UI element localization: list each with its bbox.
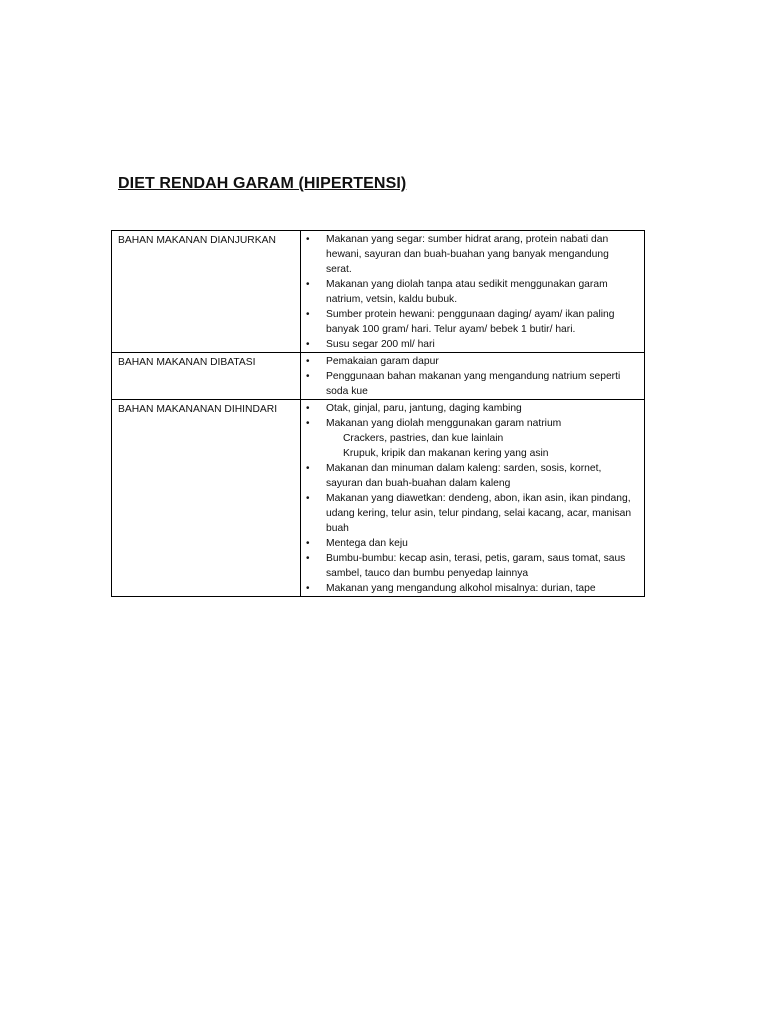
category-cell: BAHAN MAKANAN DIANJURKAN [112, 231, 301, 353]
bullet-icon: • [306, 553, 310, 564]
items-cell [301, 400, 645, 597]
item-list [301, 401, 636, 596]
diet-table [111, 230, 645, 597]
category-cell: BAHAN MAKANANAN DIHINDARI [112, 400, 301, 597]
bullet-icon: • [306, 234, 310, 245]
bullet-icon: • [306, 418, 310, 429]
sub-item-list [326, 431, 636, 461]
list-item [301, 277, 636, 307]
table-row [112, 400, 645, 597]
item-text: Pemakaian garam dapur [326, 356, 439, 367]
bullet-icon: • [306, 463, 310, 474]
list-item [301, 536, 636, 551]
item-text: Mentega dan keju [326, 538, 408, 549]
list-item [301, 307, 636, 337]
list-item [301, 416, 636, 461]
item-text: Makanan yang diolah menggunakan garam natrium [326, 418, 562, 429]
table-row [112, 231, 645, 353]
bullet-icon: • [306, 493, 310, 504]
table-body [112, 231, 645, 597]
list-item [301, 337, 636, 352]
item-text: Makanan yang segar: sumber hidrat arang, protein nabati dan hewani, sayuran dan buah-buahan yang banyak mengandung serat. [326, 234, 609, 275]
item-text: Sumber protein hewani: penggunaan daging/ ayam/ ikan paling banyak 100 gram/ hari. Telur ayam/ bebek 1 butir/ hari. [326, 309, 615, 335]
table-row [112, 353, 645, 400]
item-text: Bumbu-bumbu: kecap asin, terasi, petis, garam, saus tomat, saus sambel, tauco dan bumbu penyedap lainnya [326, 553, 626, 579]
bullet-icon: • [306, 339, 310, 350]
bullet-icon: • [306, 538, 310, 549]
sub-item: Krupuk, kripik dan makanan kering yang asin [343, 448, 549, 459]
item-list [301, 354, 636, 399]
page-title: DIET RENDAH GARAM (HIPERTENSI) [118, 175, 407, 192]
item-text: Otak, ginjal, paru, jantung, daging kambing [326, 403, 522, 414]
items-cell [301, 353, 645, 400]
bullet-icon: • [306, 371, 310, 382]
list-item [301, 232, 636, 277]
bullet-icon: • [306, 403, 310, 414]
item-text: Makanan yang diawetkan: dendeng, abon, ikan asin, ikan pindang, udang kering, telur asin, telur pindang, selai kacang, acar, manisan buah [326, 493, 632, 534]
item-text: Makanan yang diolah tanpa atau sedikit menggunakan garam natrium, vetsin, kaldu bubuk. [326, 279, 608, 305]
bullet-icon: • [306, 356, 310, 367]
item-list [301, 232, 636, 352]
category-cell: BAHAN MAKANAN DIBATASI [112, 353, 301, 400]
list-item [301, 369, 636, 399]
item-text: Makanan yang mengandung alkohol misalnya: durian, tape [326, 583, 596, 594]
list-item [301, 491, 636, 536]
list-item [301, 551, 636, 581]
item-text: Makanan dan minuman dalam kaleng: sarden, sosis, kornet, sayuran dan buah-buahan dalam kaleng [326, 463, 602, 489]
bullet-icon: • [306, 583, 310, 594]
list-item [301, 401, 636, 416]
list-item [301, 461, 636, 491]
bullet-icon: • [306, 309, 310, 320]
list-item [301, 581, 636, 596]
item-text: Penggunaan bahan makanan yang mengandung natrium seperti soda kue [326, 371, 621, 397]
bullet-icon: • [306, 279, 310, 290]
items-cell [301, 231, 645, 353]
sub-item: Crackers, pastries, dan kue lainlain [343, 433, 504, 444]
list-item [301, 354, 636, 369]
item-text: Susu segar 200 ml/ hari [326, 339, 435, 350]
